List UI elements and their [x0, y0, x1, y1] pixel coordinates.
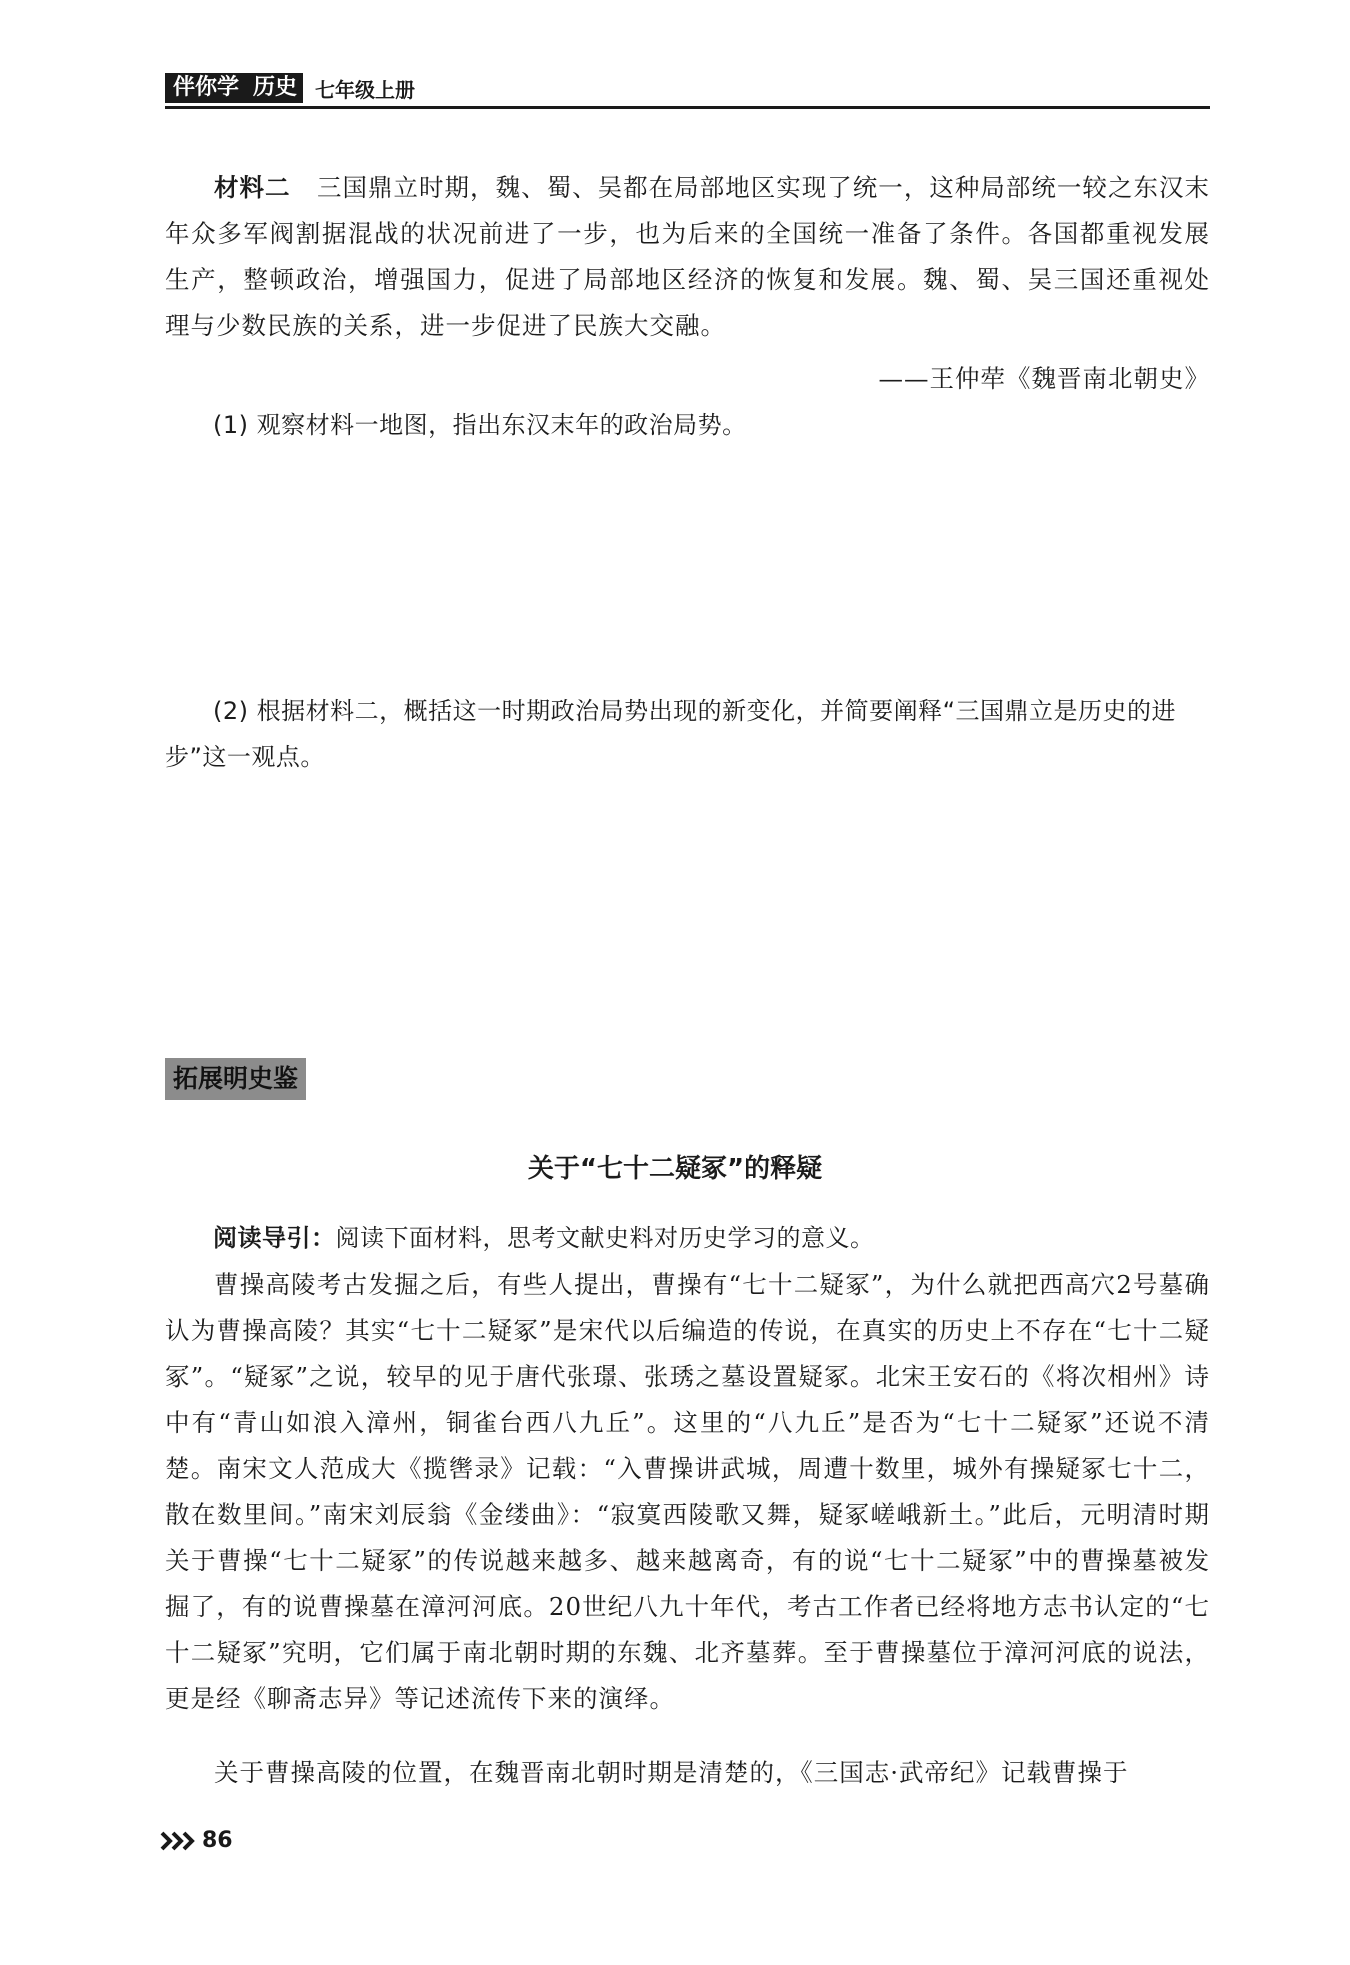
page-number: 86 [202, 1828, 233, 1853]
page-footer [160, 1828, 233, 1853]
section-tag: 拓展明史鉴 [165, 1058, 306, 1100]
triple-chevron-right-icon [160, 1830, 198, 1852]
page-header [165, 72, 415, 104]
material-two-paragraph [165, 165, 1210, 349]
question-1: (1) 观察材料一地图，指出东汉末年的政治局势。 [213, 411, 747, 439]
header-tag [165, 73, 303, 103]
question-2: (2) 根据材料二，概括这一时期政治局势出现的新变化，并简要阐释“三国鼎立是历史的进步”这一观点。 [165, 697, 1177, 771]
material-two-label: 材料二 [214, 173, 291, 202]
reading-guide [165, 1215, 1210, 1261]
subject-name: 历史 [253, 75, 298, 100]
article-title: 关于“七十二疑冢”的释疑 [527, 1154, 823, 1184]
article-paragraph-2: 关于曹操高陵的位置，在魏晋南北朝时期是清楚的，《三国志·武帝纪》记载曹操于 [214, 1758, 1129, 1787]
header-divider [165, 106, 1210, 109]
reading-guide-text: 阅读下面材料，思考文献史料对历史学习的意义。 [335, 1224, 875, 1252]
article-paragraph-1: 曹操高陵考古发掘之后，有些人提出，曹操有“七十二疑冢”，为什么就把西高穴2号墓确认为曹操高陵？其实“七十二疑冢”是宋代以后编造的传说，在真实的历史上不存在“七十二疑冢”。“疑冢”之说，较早的见于唐代张璟、张琇之墓设置疑冢。北宋王安石的《将次相州》诗中有“青山如浪入漳州，铜雀台西八九丘”。这里的“八九丘”是否为“七十二疑冢”还说不清楚。南宋文人范成大《揽辔录》记载：“入曹操讲武城，周遭十数里，城外有操疑冢七十二，散在数里间。”南宋刘辰翁《金缕曲》：“寂寞西陵歌又舞，疑冢嵯峨新土。”此后，元明清时期关于曹操“七十二疑冢”的传说越来越多、越来越离奇，有的说“七十二疑冢”中的曹操墓被发掘了，有的说曹操墓在漳河河底。20世纪八九十年代，考古工作者已经将地方志书认定的“七十二疑冢”究明，它们属于南北朝时期的东魏、北齐墓葬。至于曹操墓位于漳河河底的说法，更是经《聊斋志异》等记述流传下来的演绎。 [165, 1270, 1210, 1713]
series-name: 伴你学 [173, 75, 240, 100]
grade-label: 七年级上册 [315, 77, 416, 102]
material-two-source: ——王仲荦《魏晋南北朝史》 [878, 364, 1210, 393]
material-two-text: 三国鼎立时期，魏、蜀、吴都在局部地区实现了统一，这种局部统一较之东汉末年众多军阀割据混战的状况前进了一步，也为后来的全国统一准备了条件。各国都重视发展生产，整顿政治，增强国力，促进了局部地区经济的恢复和发展。魏、蜀、吴三国还重视处理与少数民族的关系，进一步促进了民族大交融。 [165, 173, 1210, 340]
reading-guide-label: 阅读导引： [213, 1224, 336, 1252]
